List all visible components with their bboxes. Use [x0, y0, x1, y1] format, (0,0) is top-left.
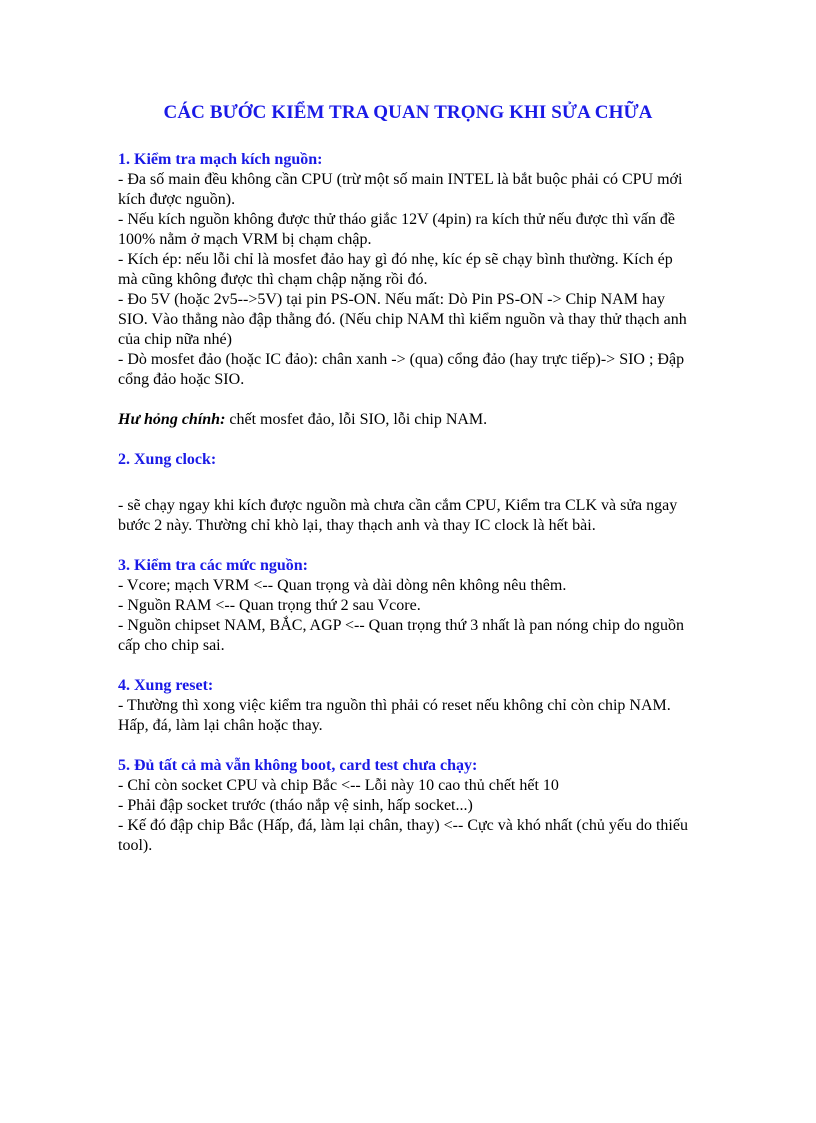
page-title: CÁC BƯỚC KIỂM TRA QUAN TRỌNG KHI SỬA CHỮA	[163, 102, 653, 123]
paragraph-gap	[118, 536, 708, 556]
text-line: SIO. Vào thẳng nào đập thằng đó. (Nếu chip NAM thì kiểm nguồn và thay thử thạch anh	[118, 311, 687, 328]
section-reset	[118, 676, 708, 736]
text-line: - Nguồn RAM <-- Quan trọng thứ 2 sau Vcore.	[118, 597, 421, 614]
section-power-circuit	[118, 150, 708, 430]
paragraph-gap	[118, 656, 708, 676]
text-line: - Thường thì xong việc kiểm tra nguồn thì phải có reset nếu không chỉ còn chip NAM.	[118, 697, 671, 714]
text-line: cấp cho chip sai.	[118, 637, 225, 654]
text-line: của chip nữa nhé)	[118, 331, 232, 348]
text-line: bước 2 này. Thường chỉ khò lại, thay thạch anh và thay IC clock là hết bài.	[118, 517, 596, 534]
text-line: - Nếu kích nguồn không được thử tháo giắc 12V (4pin) ra kích thử nếu được thì vấn đề	[118, 211, 675, 228]
section-no-boot	[118, 756, 708, 856]
main-faults-text: chết mosfet đảo, lỗi SIO, lỗi chip NAM.	[225, 411, 488, 428]
section-heading: 3. Kiểm tra các mức nguồn:	[118, 557, 309, 574]
section-heading: 4. Xung reset:	[118, 677, 214, 694]
paragraph-gap	[118, 430, 708, 450]
text-line: - Phải đập socket trước (tháo nắp vệ sinh, hấp socket...)	[118, 797, 473, 814]
text-line: mà cũng không được thì chạm chập nặng rồi đó.	[118, 271, 428, 288]
section-power-levels	[118, 556, 708, 656]
text-line: cổng đảo hoặc SIO.	[118, 371, 245, 388]
text-line: - Kích ép: nếu lỗi chỉ là mosfet đảo hay gì đó nhẹ, kíc ép sẽ chạy bình thường. Kích ép	[118, 251, 673, 268]
text-line: - Đo 5V (hoặc 2v5-->5V) tại pin PS-ON. Nếu mất: Dò Pin PS-ON -> Chip NAM hay	[118, 291, 666, 308]
section-heading: 1. Kiểm tra mạch kích nguồn:	[118, 151, 323, 168]
section-heading: 2. Xung clock:	[118, 451, 217, 468]
text-line: - Nguồn chipset NAM, BẮC, AGP <-- Quan trọng thứ 3 nhất là pan nóng chip do nguồn	[118, 617, 684, 634]
paragraph-gap	[118, 390, 708, 410]
text-line: - Dò mosfet đảo (hoặc IC đảo): chân xanh -> (qua) cổng đảo (hay trực tiếp)-> SIO ; Đập	[118, 351, 685, 368]
section-clock	[118, 450, 708, 536]
text-line: Hấp, đá, làm lại chân hoặc thay.	[118, 717, 323, 734]
paragraph-gap	[118, 470, 708, 496]
text-line: - Kế đó đập chip Bắc (Hấp, đá, làm lại chân, thay) <-- Cực và khó nhất (chủ yếu do thiếu	[118, 817, 688, 834]
document-body	[118, 150, 708, 856]
paragraph-gap	[118, 736, 708, 756]
section-heading: 5. Đủ tất cả mà vẫn không boot, card test chưa chạy:	[118, 757, 478, 774]
text-line: - Đa số main đều không cần CPU (trừ một số main INTEL là bắt buộc phải có CPU mới	[118, 171, 683, 188]
text-line: kích được nguồn).	[118, 191, 236, 208]
text-line: 100% nằm ở mạch VRM bị chạm chập.	[118, 231, 372, 248]
text-line: - Vcore; mạch VRM <-- Quan trọng và dài dòng nên không nêu thêm.	[118, 577, 567, 594]
text-line: - Chỉ còn socket CPU và chip Bắc <-- Lỗi này 10 cao thủ chết hết 10	[118, 777, 559, 794]
text-line: - sẽ chạy ngay khi kích được nguồn mà chưa cần cắm CPU, Kiểm tra CLK và sửa ngay	[118, 497, 678, 514]
main-faults-label: Hư hỏng chính:	[118, 411, 226, 428]
text-line: tool).	[118, 837, 153, 854]
main-faults-note	[118, 410, 708, 430]
